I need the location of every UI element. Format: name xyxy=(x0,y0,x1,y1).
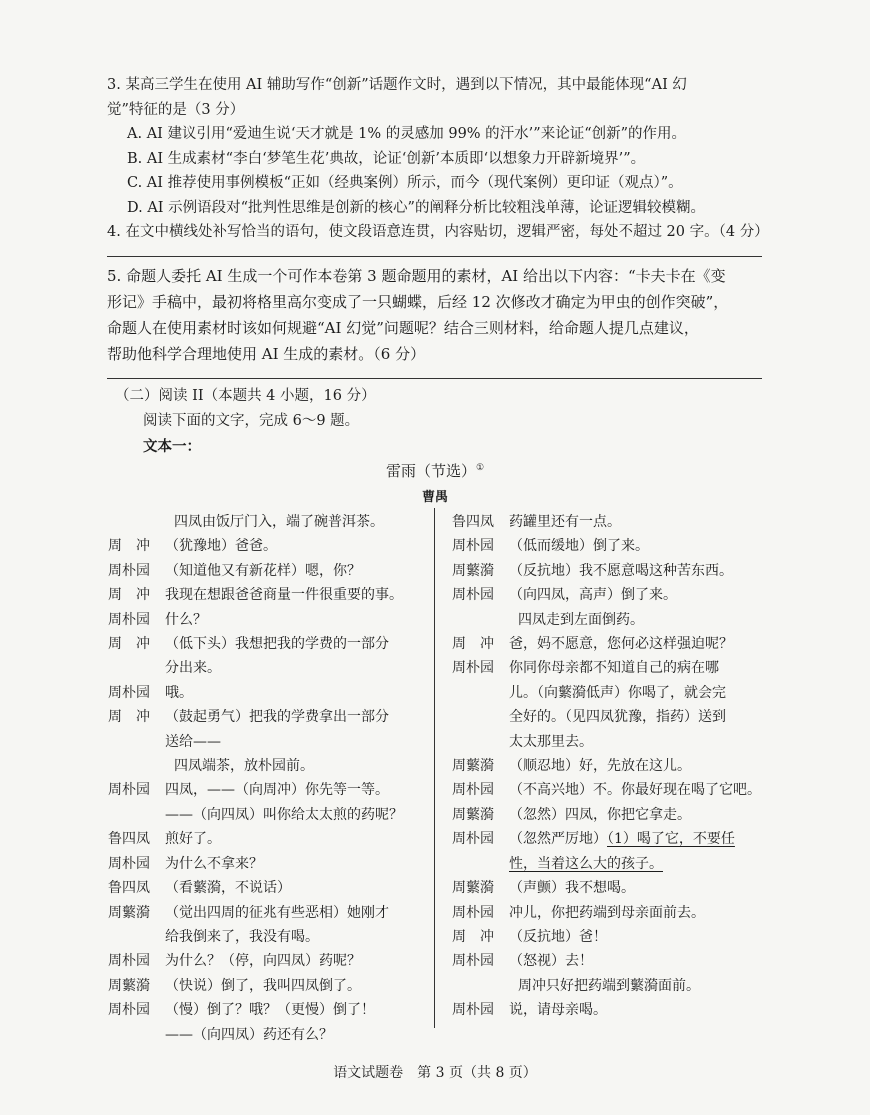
speaker-name: 周朴园 xyxy=(452,953,494,970)
dialogue-line xyxy=(108,681,428,705)
dialogue-body xyxy=(165,681,428,705)
stage-direction: 四凤由饭厅门入，端了碗普洱茶。 xyxy=(174,514,384,530)
dialogue-line xyxy=(452,901,772,925)
dialogue-body xyxy=(165,583,428,607)
dialogue-text: （快说）倒了，我叫四凤倒了。 xyxy=(165,977,361,994)
speaker-name: 周朴园 xyxy=(452,1002,494,1019)
dialogue-body xyxy=(509,803,772,827)
speaker-name: 周朴园 xyxy=(108,953,150,970)
dialogue-continuation xyxy=(108,656,428,680)
speaker-name: 周朴园 xyxy=(452,782,494,799)
dialogue-line xyxy=(452,754,772,778)
dialogue-text: （知道他又有新花样）嗯，你？ xyxy=(165,562,361,579)
dialogue-text: （反抗地）爸！ xyxy=(509,928,607,945)
dialogue-line xyxy=(108,974,428,998)
dialogue-body xyxy=(165,827,428,851)
dialogue-line xyxy=(108,583,428,607)
play-author: 曹禺 xyxy=(421,490,448,505)
dialogue-line xyxy=(108,632,428,656)
dialogue-text: 儿。（向蘩漪低声）你喝了，就会完 xyxy=(509,684,726,701)
speaker-name: 周蘩漪 xyxy=(452,562,494,579)
dialogue-body xyxy=(165,705,428,729)
script-column-left xyxy=(108,510,428,1047)
dialogue-text: （顺忍地）好，先放在这儿。 xyxy=(509,758,691,775)
dialogue-continuation xyxy=(108,925,428,949)
dialogue-text: 为什么？（停，向四凤）药呢？ xyxy=(165,953,361,970)
column-divider xyxy=(434,508,435,1028)
dialogue-text: 哦。 xyxy=(165,684,193,701)
q3-stem-line2: 觉”特征的是（3 分） xyxy=(107,101,245,118)
speaker-name: 周朴园 xyxy=(108,611,150,628)
speaker-name: 周朴园 xyxy=(108,782,150,799)
dialogue-line xyxy=(452,559,772,583)
q3-option-d: D. AI 示例语段对“批判性思维是创新的核心”的阐释分析比较粗浅单薄，论证逻辑较模糊。 xyxy=(127,199,705,216)
speaker-name: 周朴园 xyxy=(452,831,494,848)
q5-line2: 形记》手稿中，最初将格里高尔变成了一只蝴蝶，后经 12 次修改才确定为甲虫的创作突破”， xyxy=(107,293,729,311)
dialogue-line xyxy=(452,534,772,558)
dialogue-line xyxy=(452,998,772,1022)
speaker-name: 周朴园 xyxy=(108,1002,150,1019)
q3-stem-line1: 3. 某高三学生在使用 AI 辅助写作“创新”话题作文时，遇到以下情况，其中最能体现“AI 幻 xyxy=(107,77,687,93)
dialogue-body xyxy=(509,949,772,973)
dialogue-text: 为什么不拿来？ xyxy=(165,855,263,872)
dialogue-line xyxy=(452,949,772,973)
q3-option-c: C. AI 推荐使用事例模板“正如（经典案例）所示，而今（现代案例）更印证（观点）”。 xyxy=(127,175,683,191)
dialogue-continuation xyxy=(452,730,772,754)
dialogue-line xyxy=(108,949,428,973)
speaker-name: 周蘩漪 xyxy=(452,806,494,823)
dialogue-line xyxy=(452,925,772,949)
dialogue-text: 你同你母亲都不知道自己的病在哪 xyxy=(509,660,719,677)
stage-direction: 周冲只好把药端到蘩漪面前。 xyxy=(518,977,700,994)
text-label: 文本一： xyxy=(143,438,201,455)
dialogue-line xyxy=(108,705,428,729)
speaker-name: 鲁四凤 xyxy=(108,831,150,848)
dialogue-text: 什么？ xyxy=(165,611,207,628)
dialogue-body xyxy=(165,949,428,973)
speaker-name: 周朴园 xyxy=(452,587,494,604)
dialogue-text: （觉出四周的征兆有些恶相）她刚才 xyxy=(165,904,389,921)
dialogue-body xyxy=(509,901,772,925)
question-4: 4. 在文中横线处补写恰当的语句，使文段语意连贯，内容贴切，逻辑严密，每处不超过 20 字。（4 分） xyxy=(107,224,769,240)
speaker-name: 周 冲 xyxy=(108,587,150,604)
question-5 xyxy=(107,263,762,367)
dialogue-line xyxy=(108,852,428,876)
dialogue-text: （低而缓地）倒了来。 xyxy=(509,538,649,555)
dialogue-line xyxy=(452,827,772,851)
dialogue-body xyxy=(509,583,772,607)
dialogue-line xyxy=(108,998,428,1022)
dialogue-text: 给我倒来了，我没有喝。 xyxy=(165,928,319,945)
dialogue-line xyxy=(452,656,772,680)
dialogue-text: ——（向四凤）药还有么？ xyxy=(165,1026,333,1043)
dialogue-line xyxy=(452,803,772,827)
dialogue-text: 全好的。（见四凤犹豫，指药）送到 xyxy=(509,709,726,726)
section-heading: （二）阅读 II（本题共 4 小题，16 分） xyxy=(115,388,376,404)
dialogue-continuation xyxy=(108,1023,428,1047)
dialogue-body xyxy=(165,608,428,632)
dialogue-continuation xyxy=(108,803,428,827)
speaker-name: 周蘩漪 xyxy=(108,977,150,994)
dialogue-text: 药罐里还有一点。 xyxy=(509,514,621,530)
speaker-name: 周 冲 xyxy=(108,636,150,653)
dialogue-body xyxy=(509,510,772,534)
dialogue-text: 分出来。 xyxy=(165,660,221,677)
underlined-sentence: （1）喝了它，不要任 xyxy=(607,831,735,848)
dialogue-text: （鼓起勇气）把我的学费拿出一部分 xyxy=(165,709,389,726)
speaker-name: 鲁四凤 xyxy=(452,514,494,530)
dialogue-text: （慢）倒了？哦？（更慢）倒了！ xyxy=(165,1002,375,1019)
footnote-mark: ① xyxy=(475,463,485,473)
page-footer: 语文试题卷 第 3 页（共 8 页） xyxy=(333,1065,537,1081)
divider-line xyxy=(107,378,762,379)
q5-line1: 5. 命题人委托 AI 生成一个可作本卷第 3 题命题用的素材，AI 给出以下内容：“卡夫卡在《变 xyxy=(107,267,726,285)
q3-option-b: B. AI 生成素材“李白‘梦笔生花’典故，论证‘创新’本质即‘以想象力开辟新境界’”。 xyxy=(127,150,646,167)
dialogue-line xyxy=(108,534,428,558)
dialogue-body xyxy=(165,778,428,802)
dialogue-line xyxy=(452,510,772,534)
dialogue-body xyxy=(509,656,772,680)
underlined-sentence: 性，当着这么大的孩子。 xyxy=(509,855,663,872)
dialogue-text: 冲儿，你把药端到母亲面前去。 xyxy=(509,904,705,921)
dialogue-text: （看蘩漪，不说话） xyxy=(165,880,291,897)
dialogue-text: ——（向四凤）叫你给太太煎的药呢？ xyxy=(165,806,403,823)
dialogue-body xyxy=(165,876,428,900)
dialogue-line xyxy=(108,901,428,925)
dialogue-continuation xyxy=(452,852,772,876)
dialogue-line xyxy=(108,876,428,900)
speaker-name: 周蘩漪 xyxy=(108,904,150,921)
dialogue-body xyxy=(165,534,428,558)
speaker-name: 周 冲 xyxy=(108,709,150,726)
dialogue-continuation xyxy=(108,730,428,754)
dialogue-line xyxy=(108,559,428,583)
question-3 xyxy=(107,73,769,245)
q3-option-a: A. AI 建议引用“爱迪生说‘天才就是 1% 的灵感加 99% 的汗水’”来论证“创新”的作用。 xyxy=(127,126,687,142)
dialogue-body xyxy=(509,534,772,558)
script-column-right xyxy=(452,510,772,1023)
dialogue-body xyxy=(165,901,428,925)
dialogue-line xyxy=(108,778,428,802)
stage-direction: 四凤走到左面倒药。 xyxy=(518,611,644,628)
speaker-name: 周朴园 xyxy=(108,855,150,872)
speaker-name: 鲁四凤 xyxy=(108,880,150,897)
dialogue-text: （忽然严厉地） xyxy=(509,831,607,848)
dialogue-body xyxy=(509,827,772,851)
dialogue-body xyxy=(165,559,428,583)
dialogue-text: （犹豫地）爸爸。 xyxy=(165,538,277,555)
play-title-text: 雷雨（节选） xyxy=(385,462,476,480)
dialogue-body xyxy=(165,974,428,998)
dialogue-text: 爸，妈不愿意，您何必这样强迫呢？ xyxy=(509,636,733,653)
dialogue-continuation xyxy=(452,705,772,729)
dialogue-body xyxy=(509,754,772,778)
speaker-name: 周蘩漪 xyxy=(452,758,494,775)
dialogue-body xyxy=(165,852,428,876)
dialogue-line xyxy=(452,583,772,607)
section-instruction: 阅读下面的文字，完成 6～9 题。 xyxy=(143,413,360,429)
play-title xyxy=(0,460,870,481)
dialogue-text: 煎好了。 xyxy=(165,831,221,848)
dialogue-line xyxy=(452,876,772,900)
dialogue-line xyxy=(452,632,772,656)
speaker-name: 周朴园 xyxy=(108,684,150,701)
reading-section xyxy=(115,384,376,459)
dialogue-body xyxy=(509,778,772,802)
dialogue-text: （怒视）去！ xyxy=(509,953,593,970)
dialogue-text: （不高兴地）不。你最好现在喝了它吧。 xyxy=(509,782,761,799)
speaker-name: 周朴园 xyxy=(452,660,494,677)
dialogue-body xyxy=(165,998,428,1022)
dialogue-text: 太太那里去。 xyxy=(509,733,593,750)
dialogue-line xyxy=(452,778,772,802)
dialogue-body xyxy=(509,998,772,1022)
dialogue-text: 说，请母亲喝。 xyxy=(509,1002,607,1019)
dialogue-continuation xyxy=(452,681,772,705)
dialogue-text: （向四凤，高声）倒了来。 xyxy=(509,587,677,604)
dialogue-body xyxy=(509,876,772,900)
dialogue-body xyxy=(509,559,772,583)
dialogue-text: （忽然）四凤，你把它拿走。 xyxy=(509,806,691,823)
dialogue-text: （低下头）我想把我的学费的一部分 xyxy=(165,636,389,653)
speaker-name: 周 冲 xyxy=(108,538,150,555)
dialogue-body xyxy=(509,632,772,656)
stage-direction: 四凤端茶，放朴园前。 xyxy=(174,758,314,775)
dialogue-text: 我现在想跟爸爸商量一件很重要的事。 xyxy=(165,587,403,604)
dialogue-text: 送给—— xyxy=(165,733,221,750)
speaker-name: 周 冲 xyxy=(452,928,494,945)
speaker-name: 周朴园 xyxy=(108,562,150,579)
speaker-name: 周蘩漪 xyxy=(452,880,494,897)
dialogue-text: 四凤，——（向周冲）你先等一等。 xyxy=(165,782,389,799)
dialogue-line xyxy=(108,827,428,851)
divider-line xyxy=(107,256,762,257)
q5-line3: 命题人在使用素材时该如何规避“AI 幻觉”问题呢？结合三则材料，给命题人提几点建议， xyxy=(107,319,699,337)
speaker-name: 周 冲 xyxy=(452,636,494,653)
q5-line4: 帮助他科学合理地使用 AI 生成的素材。（6 分） xyxy=(107,345,426,363)
speaker-name: 周朴园 xyxy=(452,538,494,555)
dialogue-body xyxy=(165,632,428,656)
dialogue-text: （声颤）我不想喝。 xyxy=(509,880,635,897)
dialogue-line xyxy=(108,608,428,632)
dialogue-body xyxy=(509,925,772,949)
speaker-name: 周朴园 xyxy=(452,904,494,921)
dialogue-text: （反抗地）我不愿意喝这种苦东西。 xyxy=(509,562,733,579)
